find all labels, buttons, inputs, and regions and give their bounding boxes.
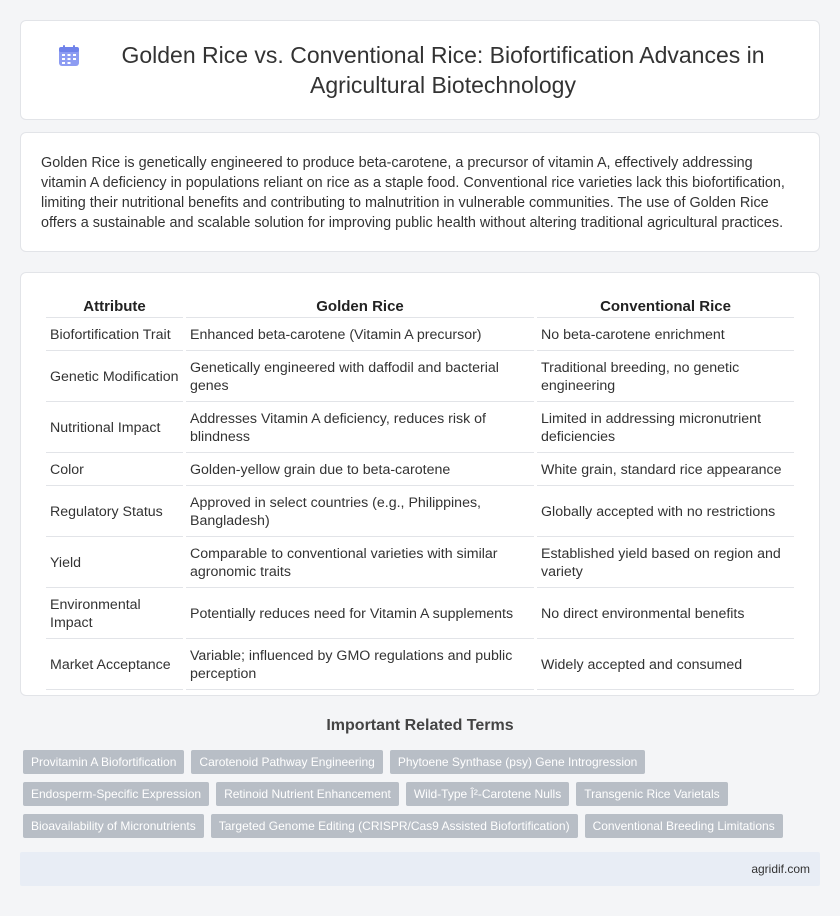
cell-conventional: No direct environmental benefits: [537, 590, 794, 639]
related-term-tag[interactable]: Endosperm-Specific Expression: [23, 782, 209, 806]
related-term-tag[interactable]: Phytoene Synthase (psy) Gene Introgression: [390, 750, 645, 774]
related-term-tag[interactable]: Transgenic Rice Varietals: [576, 782, 727, 806]
cell-golden: Addresses Vitamin A deficiency, reduces risk of blindness: [186, 404, 534, 453]
related-terms-title: Important Related Terms: [326, 717, 514, 734]
related-term-tag[interactable]: Retinoid Nutrient Enhancement: [216, 782, 399, 806]
related-terms-list: [23, 750, 823, 846]
header-attribute: Attribute: [46, 295, 183, 318]
cell-golden: Golden-yellow grain due to beta-carotene: [186, 455, 534, 486]
intro-paragraph: Golden Rice is genetically engineered to produce beta-carotene, a precursor of vitamin A, effectively addressing vitamin A deficiency in populations reliant on rice as a staple food. Conventional rice varieties lack this biofortification, limiting their nutritional benefits and contributing to malnutrition in vulnerable communities. The use of Golden Rice offers a sustainable and scalable solution for improving public health without altering traditional agricultural practices.: [41, 155, 785, 231]
header-conventional-rice: Conventional Rice: [537, 295, 794, 318]
cell-golden: Variable; influenced by GMO regulations and public perception: [186, 641, 534, 690]
table-row: [46, 404, 794, 453]
page-title: Golden Rice vs. Conventional Rice: Biofortification Advances in Agricultural Biotechnology: [121, 42, 765, 98]
cell-golden: Enhanced beta-carotene (Vitamin A precursor): [186, 320, 534, 351]
table-row: [46, 641, 794, 690]
table-row: [46, 488, 794, 537]
comparison-table-card: [20, 272, 820, 696]
cell-conventional: Established yield based on region and variety: [537, 539, 794, 588]
cell-attribute: Yield: [46, 539, 183, 588]
title-wrap: [57, 40, 783, 100]
cell-conventional: Widely accepted and consumed: [537, 641, 794, 690]
tag-row: [23, 750, 823, 774]
cell-attribute: Environmental Impact: [46, 590, 183, 639]
related-term-tag[interactable]: Bioavailability of Micronutrients: [23, 814, 204, 838]
footer: [20, 852, 820, 886]
cell-conventional: Globally accepted with no restrictions: [537, 488, 794, 537]
cell-conventional: Traditional breeding, no genetic engineering: [537, 353, 794, 402]
table-row: [46, 320, 794, 351]
related-term-tag[interactable]: Wild-Type Î²-Carotene Nulls: [406, 782, 569, 806]
table-row: [46, 590, 794, 639]
cell-attribute: Nutritional Impact: [46, 404, 183, 453]
related-term-tag[interactable]: Conventional Breeding Limitations: [585, 814, 783, 838]
tag-row: [23, 814, 823, 838]
cell-attribute: Color: [46, 455, 183, 486]
cell-golden: Potentially reduces need for Vitamin A supplements: [186, 590, 534, 639]
cell-conventional: Limited in addressing micronutrient deficiencies: [537, 404, 794, 453]
related-term-tag[interactable]: Provitamin A Biofortification: [23, 750, 184, 774]
cell-golden: Approved in select countries (e.g., Philippines, Bangladesh): [186, 488, 534, 537]
cell-attribute: Market Acceptance: [46, 641, 183, 690]
table-row: [46, 455, 794, 486]
cell-golden: Comparable to conventional varieties with similar agronomic traits: [186, 539, 534, 588]
comparison-table: [43, 293, 797, 692]
table-header-row: [46, 295, 794, 318]
cell-attribute: Biofortification Trait: [46, 320, 183, 351]
cell-conventional: White grain, standard rice appearance: [537, 455, 794, 486]
calendar-icon: [57, 44, 81, 68]
cell-conventional: No beta-carotene enrichment: [537, 320, 794, 351]
intro-card: [20, 132, 820, 252]
header-golden-rice: Golden Rice: [186, 295, 534, 318]
footer-site-link[interactable]: agridif.com: [751, 862, 810, 876]
related-term-tag[interactable]: Carotenoid Pathway Engineering: [191, 750, 382, 774]
cell-attribute: Regulatory Status: [46, 488, 183, 537]
related-term-tag[interactable]: Targeted Genome Editing (CRISPR/Cas9 Assisted Biofortification): [211, 814, 578, 838]
table-row: [46, 353, 794, 402]
tag-row: [23, 782, 823, 806]
header-card: [20, 20, 820, 120]
table-row: [46, 539, 794, 588]
cell-golden: Genetically engineered with daffodil and bacterial genes: [186, 353, 534, 402]
cell-attribute: Genetic Modification: [46, 353, 183, 402]
